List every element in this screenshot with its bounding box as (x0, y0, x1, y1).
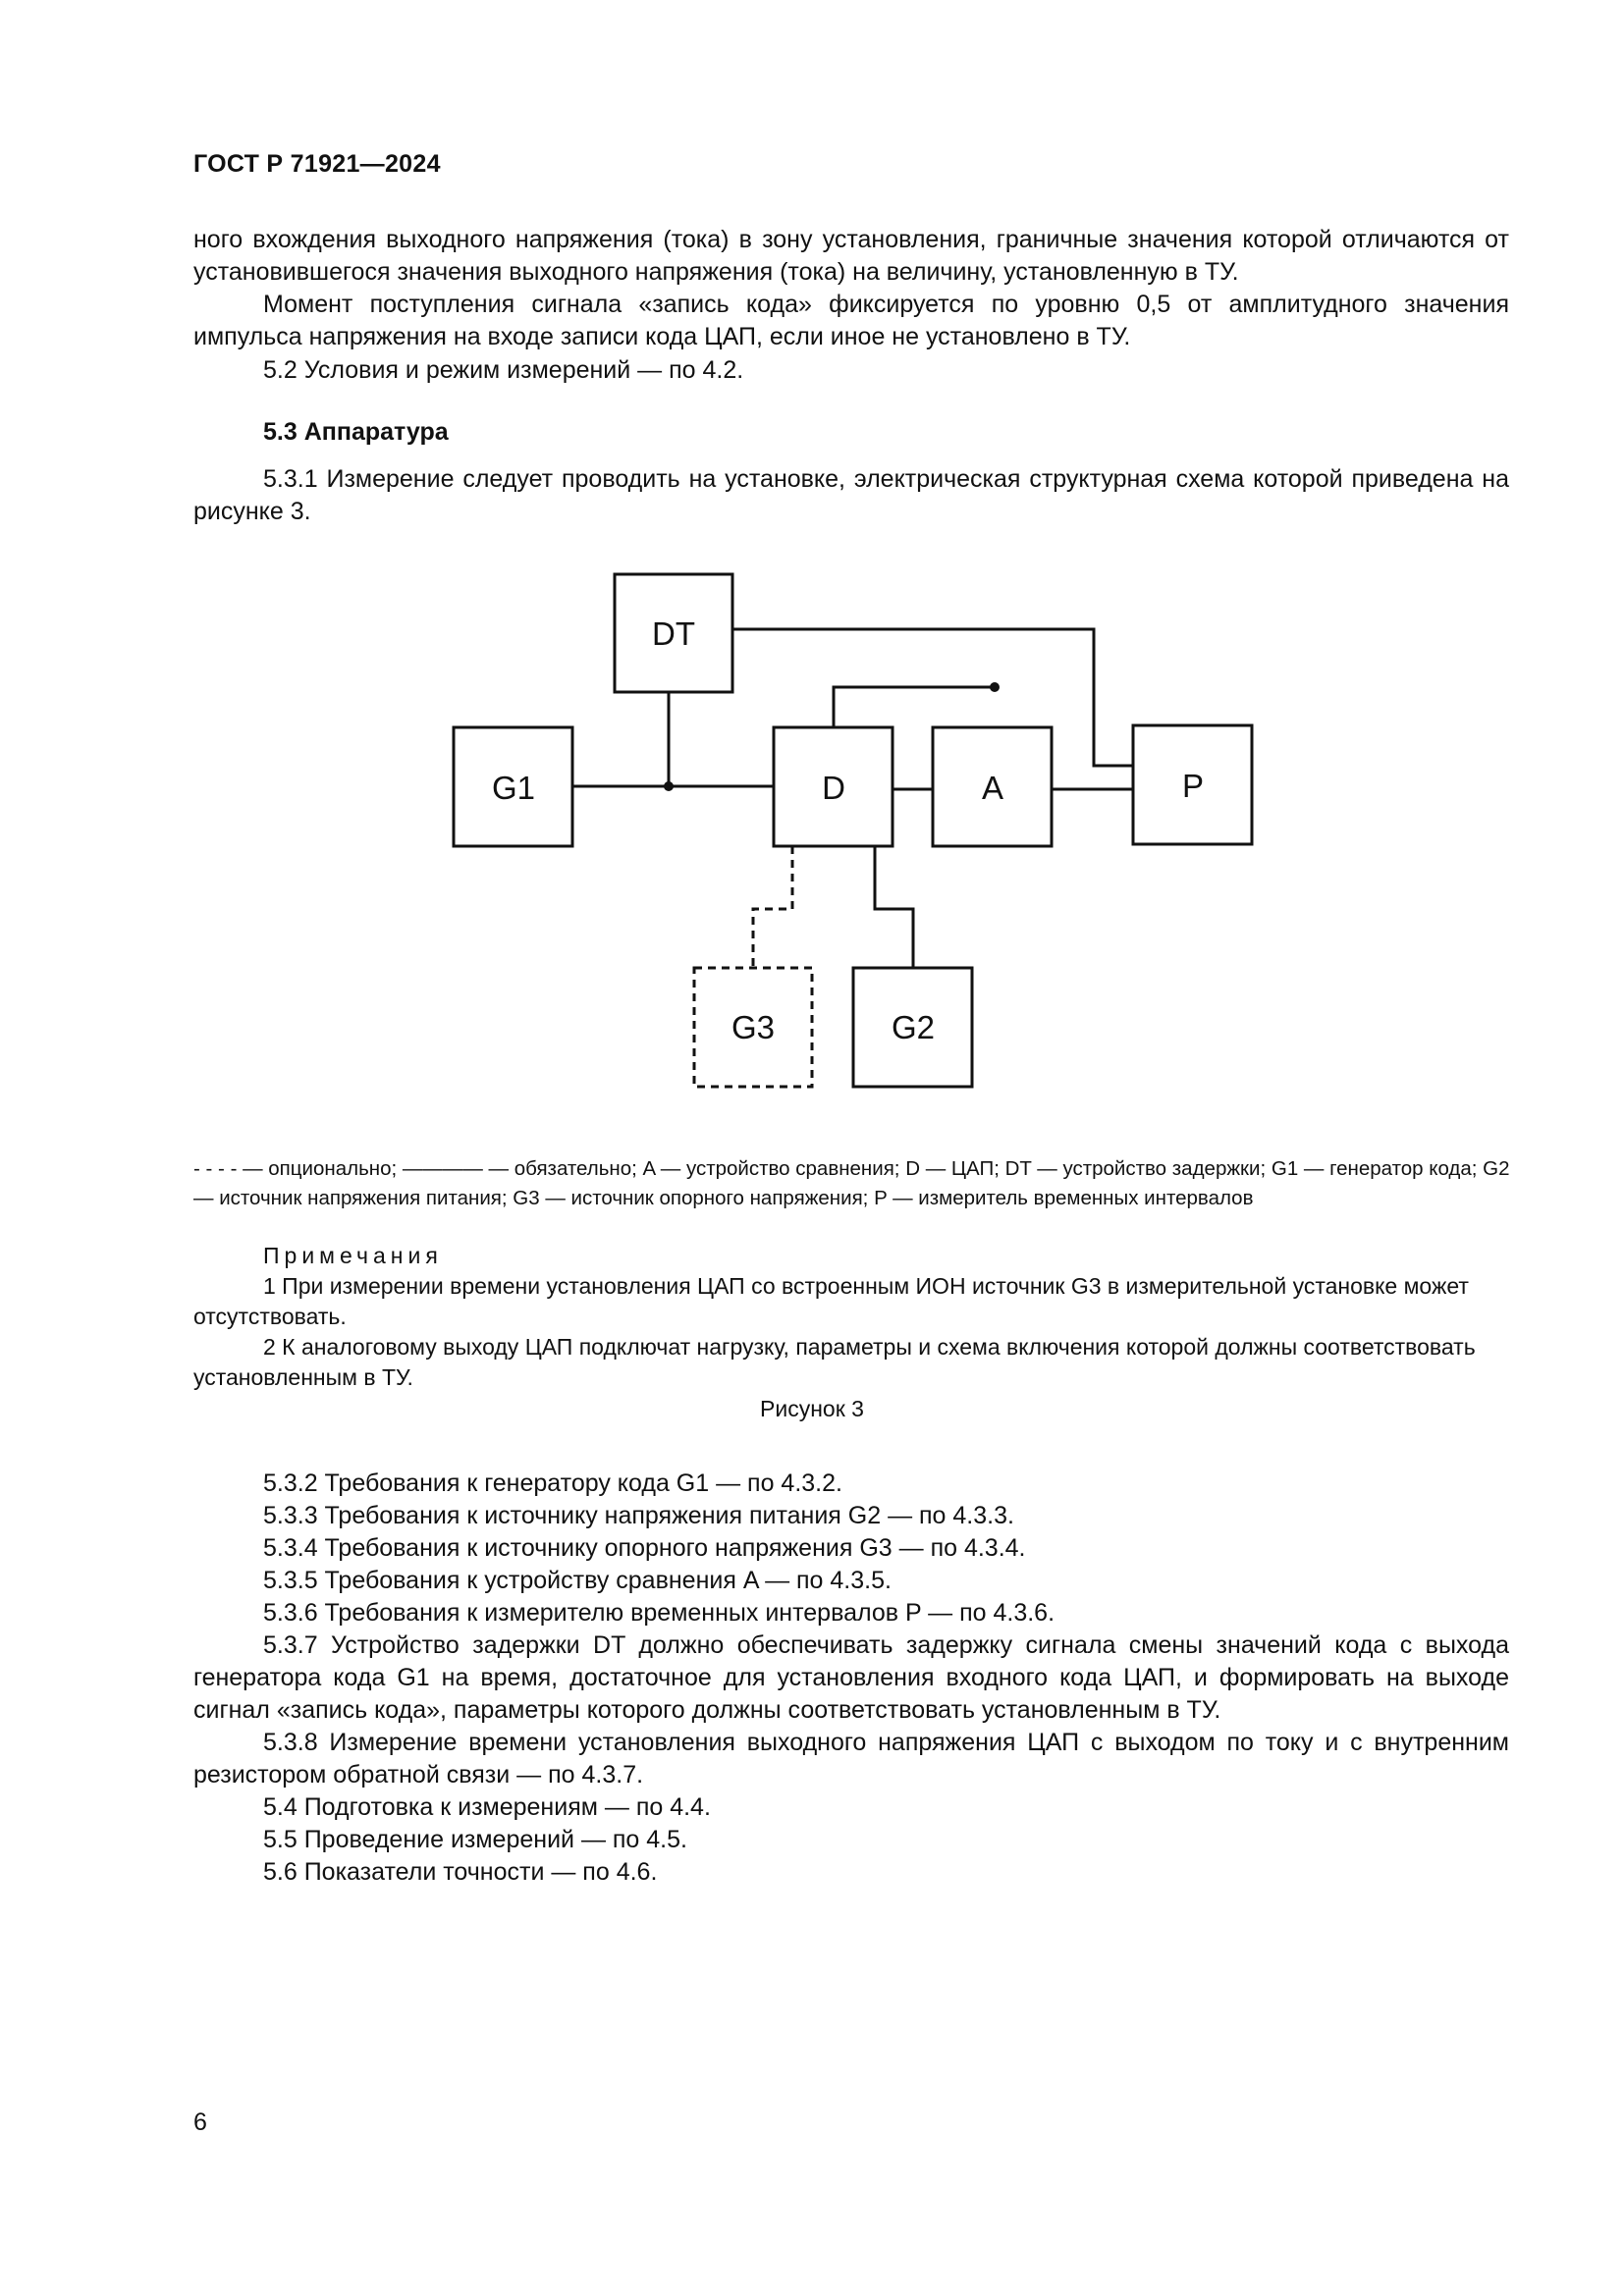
label-d: D (822, 770, 845, 806)
note-2: 2 К аналоговому выходу ЦАП подключат нагрузку, параметры и схема включения которой должны соответствовать установленным в ТУ. (193, 1334, 1476, 1390)
label-g2: G2 (891, 1009, 936, 1045)
item-5-3-7: 5.3.7 Устройство задержки DT должно обеспечивать задержку сигнала смены значений кода с выхода генератора кода G1 на время, достаточное для установления входного кода ЦАП, и формировать на выходе сигнал «запись кода», параметры которого должны соответствовать установленным в ТУ. (193, 1631, 1509, 1724)
notes-heading: Примечания (263, 1243, 443, 1268)
label-p: P (1181, 768, 1205, 804)
wire-d-g3-optional (753, 846, 792, 968)
junction-dot (990, 682, 1000, 692)
note-1: 1 При измерении времени установления ЦАП со встроенным ИОН источник G3 в измерительной установке может отсутствовать. (193, 1273, 1469, 1329)
paragraph-5-3-1: 5.3.1 Измерение следует проводить на установке, электрическая структурная схема которой приведена на рисунке 3. (193, 465, 1509, 525)
item-5-4: 5.4 Подготовка к измерениям — по 4.4. (263, 1793, 711, 1821)
label-g3: G3 (731, 1009, 776, 1045)
item-5-5: 5.5 Проведение измерений — по 4.5. (263, 1826, 687, 1853)
item-5-3-2: 5.3.2 Требования к генератору кода G1 — по 4.3.2. (263, 1469, 842, 1497)
item-5-3-3: 5.3.3 Требования к источнику напряжения питания G2 — по 4.3.3. (263, 1502, 1014, 1529)
diagram-legend: - - - - — опционально; ———— — обязательно; A — устройство сравнения; D — ЦАП; DT — устройство задержки; G1 — генератор кода; G2 — источник напряжения питания; G3 — источник опорного напряжения; P — измеритель временных интервалов (193, 1157, 1510, 1209)
wire-d-top (834, 687, 995, 727)
block-diagram (0, 0, 1624, 1109)
item-5-3-5: 5.3.5 Требования к устройству сравнения A — по 4.3.5. (263, 1567, 892, 1594)
page-number: 6 (193, 2109, 207, 2136)
item-5-3-8: 5.3.8 Измерение времени установления выходного напряжения ЦАП с выходом по току и с внутренним резистором обратной связи — по 4.3.7. (193, 1729, 1509, 1789)
item-5-6: 5.6 Показатели точности — по 4.6. (263, 1858, 658, 1886)
label-dt: DT (652, 615, 695, 652)
item-5-2: 5.2 Условия и режим измерений — по 4.2. (263, 356, 744, 384)
paragraph-settling-zone: ного вхождения выходного напряжения (тока) в зону установления, граничные значения которой отличаются от установившегося значения выходного напряжения (тока) на величину, установленную в ТУ. (193, 226, 1509, 286)
figure-caption: Рисунок 3 (760, 1396, 864, 1421)
wire-d-g2 (875, 846, 913, 968)
label-a: A (981, 770, 1004, 806)
paragraph-write-code-moment: Момент поступления сигнала «запись кода» фиксируется по уровню 0,5 от амплитудного значения импульса напряжения на входе записи кода ЦАП, если иное не установлено в ТУ. (193, 291, 1509, 350)
item-5-3-4: 5.3.4 Требования к источнику опорного напряжения G3 — по 4.3.4. (263, 1534, 1026, 1562)
document-header-title: ГОСТ Р 71921—2024 (193, 150, 441, 178)
item-5-3-6: 5.3.6 Требования к измерителю временных интервалов P — по 4.3.6. (263, 1599, 1056, 1627)
label-g1: G1 (491, 770, 536, 806)
junction-dot (664, 781, 674, 791)
section-heading-5-3: 5.3 Аппаратура (263, 418, 449, 446)
